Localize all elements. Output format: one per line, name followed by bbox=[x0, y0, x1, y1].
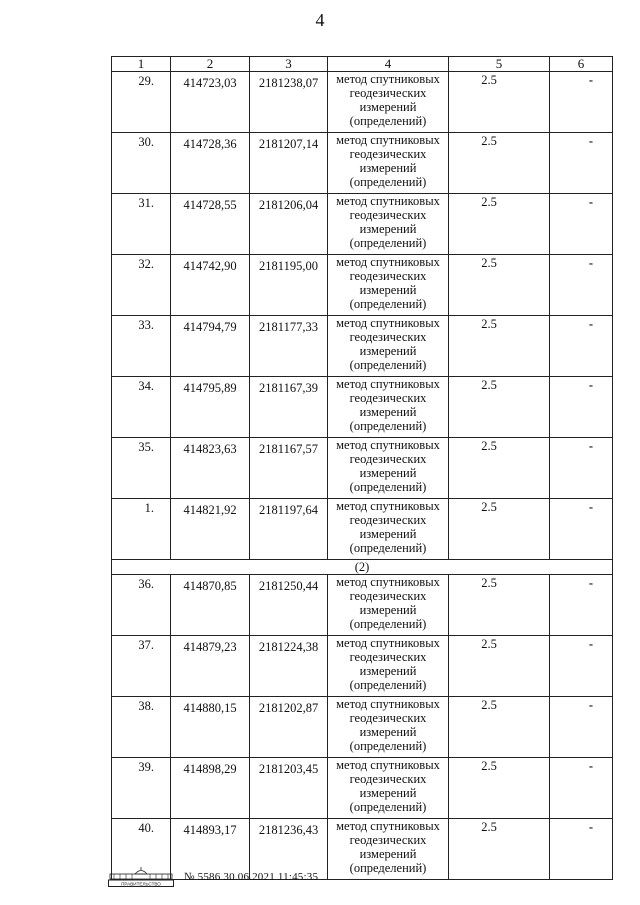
method-line: метод спутниковых bbox=[336, 255, 440, 269]
method-line: измерений bbox=[359, 847, 417, 861]
coordinate-x: 414898,29 bbox=[171, 758, 250, 819]
table-row bbox=[112, 499, 613, 560]
method-line: геодезических bbox=[349, 513, 427, 527]
measurement-method bbox=[328, 758, 449, 819]
method-line: геодезических bbox=[349, 589, 427, 603]
method-line: измерений bbox=[359, 222, 417, 236]
table-row bbox=[112, 194, 613, 255]
method-line: (определений) bbox=[349, 236, 427, 250]
coordinate-y: 2181195,00 bbox=[250, 255, 328, 316]
coordinate-y: 2181202,87 bbox=[250, 697, 328, 758]
table-row bbox=[112, 697, 613, 758]
section-label-row bbox=[112, 560, 613, 575]
point-number: 31. bbox=[112, 194, 171, 255]
method-line: метод спутниковых bbox=[336, 575, 440, 589]
coordinate-y: 2181167,39 bbox=[250, 377, 328, 438]
table-row bbox=[112, 255, 613, 316]
point-number: 1. bbox=[112, 499, 171, 560]
method-line: метод спутниковых bbox=[336, 72, 440, 86]
note-value: - bbox=[550, 697, 613, 758]
point-number: 29. bbox=[112, 72, 171, 133]
point-number: 39. bbox=[112, 758, 171, 819]
measurement-method bbox=[328, 316, 449, 377]
method-line: геодезических bbox=[349, 86, 427, 100]
note-value: - bbox=[550, 377, 613, 438]
note-value: - bbox=[550, 499, 613, 560]
coordinate-x: 414893,17 bbox=[171, 819, 250, 880]
note-value: - bbox=[550, 194, 613, 255]
method-line: (определений) bbox=[349, 175, 427, 189]
method-line: геодезических bbox=[349, 833, 427, 847]
measurement-method bbox=[328, 438, 449, 499]
method-line: геодезических bbox=[349, 269, 427, 283]
coordinate-x: 414879,23 bbox=[171, 636, 250, 697]
coordinate-x: 414870,85 bbox=[171, 575, 250, 636]
method-line: метод спутниковых bbox=[336, 499, 440, 513]
method-line: метод спутниковых bbox=[336, 133, 440, 147]
method-line: метод спутниковых bbox=[336, 758, 440, 772]
method-line: (определений) bbox=[349, 541, 427, 555]
method-line: метод спутниковых bbox=[336, 377, 440, 391]
coordinate-x: 414795,89 bbox=[171, 377, 250, 438]
method-line: измерений bbox=[359, 283, 417, 297]
point-number: 33. bbox=[112, 316, 171, 377]
column-header: 4 bbox=[328, 57, 449, 72]
measurement-method bbox=[328, 377, 449, 438]
measurement-method bbox=[328, 499, 449, 560]
measurement-method bbox=[328, 194, 449, 255]
government-building-stamp-icon bbox=[108, 867, 174, 887]
method-line: геодезических bbox=[349, 711, 427, 725]
method-line: (определений) bbox=[349, 114, 427, 128]
column-header: 3 bbox=[250, 57, 328, 72]
method-line: измерений bbox=[359, 100, 417, 114]
coordinate-x: 414794,79 bbox=[171, 316, 250, 377]
point-number: 36. bbox=[112, 575, 171, 636]
note-value: - bbox=[550, 255, 613, 316]
coordinate-y: 2181167,57 bbox=[250, 438, 328, 499]
accuracy-value: 2.5 bbox=[449, 133, 550, 194]
method-line: (определений) bbox=[349, 861, 427, 875]
document-footer bbox=[108, 866, 318, 888]
method-line: геодезических bbox=[349, 391, 427, 405]
method-line: измерений bbox=[359, 725, 417, 739]
accuracy-value: 2.5 bbox=[449, 72, 550, 133]
coordinate-x: 414880,15 bbox=[171, 697, 250, 758]
coordinate-y: 2181177,33 bbox=[250, 316, 328, 377]
method-line: метод спутниковых bbox=[336, 697, 440, 711]
method-line: (определений) bbox=[349, 480, 427, 494]
coordinate-y: 2181250,44 bbox=[250, 575, 328, 636]
method-line: измерений bbox=[359, 664, 417, 678]
measurement-method bbox=[328, 575, 449, 636]
coordinate-y: 2181224,38 bbox=[250, 636, 328, 697]
note-value: - bbox=[550, 72, 613, 133]
measurement-method bbox=[328, 72, 449, 133]
accuracy-value: 2.5 bbox=[449, 758, 550, 819]
coordinate-x: 414723,03 bbox=[171, 72, 250, 133]
method-line: (определений) bbox=[349, 739, 427, 753]
table-row bbox=[112, 316, 613, 377]
method-line: метод спутниковых bbox=[336, 636, 440, 650]
method-line: (определений) bbox=[349, 678, 427, 692]
accuracy-value: 2.5 bbox=[449, 316, 550, 377]
page-number: 4 bbox=[315, 10, 325, 30]
measurement-method bbox=[328, 255, 449, 316]
table-row bbox=[112, 72, 613, 133]
table-row bbox=[112, 377, 613, 438]
table-row bbox=[112, 758, 613, 819]
coordinate-x: 414728,55 bbox=[171, 194, 250, 255]
coordinate-x: 414821,92 bbox=[171, 499, 250, 560]
column-header: 5 bbox=[449, 57, 550, 72]
accuracy-value: 2.5 bbox=[449, 819, 550, 880]
column-header: 6 bbox=[550, 57, 613, 72]
method-line: метод спутниковых bbox=[336, 194, 440, 208]
table-row bbox=[112, 133, 613, 194]
coordinate-y: 2181207,14 bbox=[250, 133, 328, 194]
accuracy-value: 2.5 bbox=[449, 499, 550, 560]
section-label: (2) bbox=[112, 560, 613, 575]
point-number: 34. bbox=[112, 377, 171, 438]
measurement-method bbox=[328, 636, 449, 697]
coordinate-y: 2181236,43 bbox=[250, 819, 328, 880]
method-line: метод спутниковых bbox=[336, 438, 440, 452]
point-number: 38. bbox=[112, 697, 171, 758]
method-line: геодезических bbox=[349, 330, 427, 344]
point-number: 37. bbox=[112, 636, 171, 697]
method-line: измерений bbox=[359, 466, 417, 480]
method-line: измерений bbox=[359, 786, 417, 800]
coordinate-x: 414823,63 bbox=[171, 438, 250, 499]
method-line: (определений) bbox=[349, 297, 427, 311]
note-value: - bbox=[550, 636, 613, 697]
coordinate-y: 2181238,07 bbox=[250, 72, 328, 133]
table-row bbox=[112, 438, 613, 499]
accuracy-value: 2.5 bbox=[449, 636, 550, 697]
method-line: измерений bbox=[359, 344, 417, 358]
method-line: измерений bbox=[359, 527, 417, 541]
accuracy-value: 2.5 bbox=[449, 255, 550, 316]
accuracy-value: 2.5 bbox=[449, 377, 550, 438]
method-line: измерений bbox=[359, 603, 417, 617]
column-header: 1 bbox=[112, 57, 171, 72]
measurement-method bbox=[328, 819, 449, 880]
method-line: (определений) bbox=[349, 617, 427, 631]
column-header: 2 bbox=[171, 57, 250, 72]
method-line: метод спутниковых bbox=[336, 819, 440, 833]
note-value: - bbox=[550, 575, 613, 636]
accuracy-value: 2.5 bbox=[449, 194, 550, 255]
stamp-text: ПРАВИТЕЛЬСТВО bbox=[121, 881, 161, 887]
coordinate-y: 2181206,04 bbox=[250, 194, 328, 255]
coordinate-x: 414728,36 bbox=[171, 133, 250, 194]
measurement-method bbox=[328, 133, 449, 194]
method-line: геодезических bbox=[349, 147, 427, 161]
coordinates-table bbox=[111, 56, 613, 880]
table-row bbox=[112, 636, 613, 697]
measurement-method bbox=[328, 697, 449, 758]
coordinate-y: 2181197,64 bbox=[250, 499, 328, 560]
coordinate-x: 414742,90 bbox=[171, 255, 250, 316]
note-value: - bbox=[550, 133, 613, 194]
method-line: измерений bbox=[359, 405, 417, 419]
table-header-row bbox=[112, 57, 613, 72]
note-value: - bbox=[550, 819, 613, 880]
method-line: геодезических bbox=[349, 452, 427, 466]
accuracy-value: 2.5 bbox=[449, 438, 550, 499]
method-line: метод спутниковых bbox=[336, 316, 440, 330]
note-value: - bbox=[550, 316, 613, 377]
note-value: - bbox=[550, 758, 613, 819]
document-registration-info: № 5586 30.06.2021 11:45:35 bbox=[184, 871, 319, 883]
method-line: геодезических bbox=[349, 208, 427, 222]
method-line: геодезических bbox=[349, 650, 427, 664]
accuracy-value: 2.5 bbox=[449, 697, 550, 758]
method-line: (определений) bbox=[349, 419, 427, 433]
point-number: 40. bbox=[112, 819, 171, 880]
accuracy-value: 2.5 bbox=[449, 575, 550, 636]
note-value: - bbox=[550, 438, 613, 499]
point-number: 30. bbox=[112, 133, 171, 194]
method-line: (определений) bbox=[349, 800, 427, 814]
coordinate-y: 2181203,45 bbox=[250, 758, 328, 819]
method-line: измерений bbox=[359, 161, 417, 175]
point-number: 35. bbox=[112, 438, 171, 499]
method-line: геодезических bbox=[349, 772, 427, 786]
method-line: (определений) bbox=[349, 358, 427, 372]
table-body bbox=[112, 72, 613, 880]
point-number: 32. bbox=[112, 255, 171, 316]
table-row bbox=[112, 575, 613, 636]
